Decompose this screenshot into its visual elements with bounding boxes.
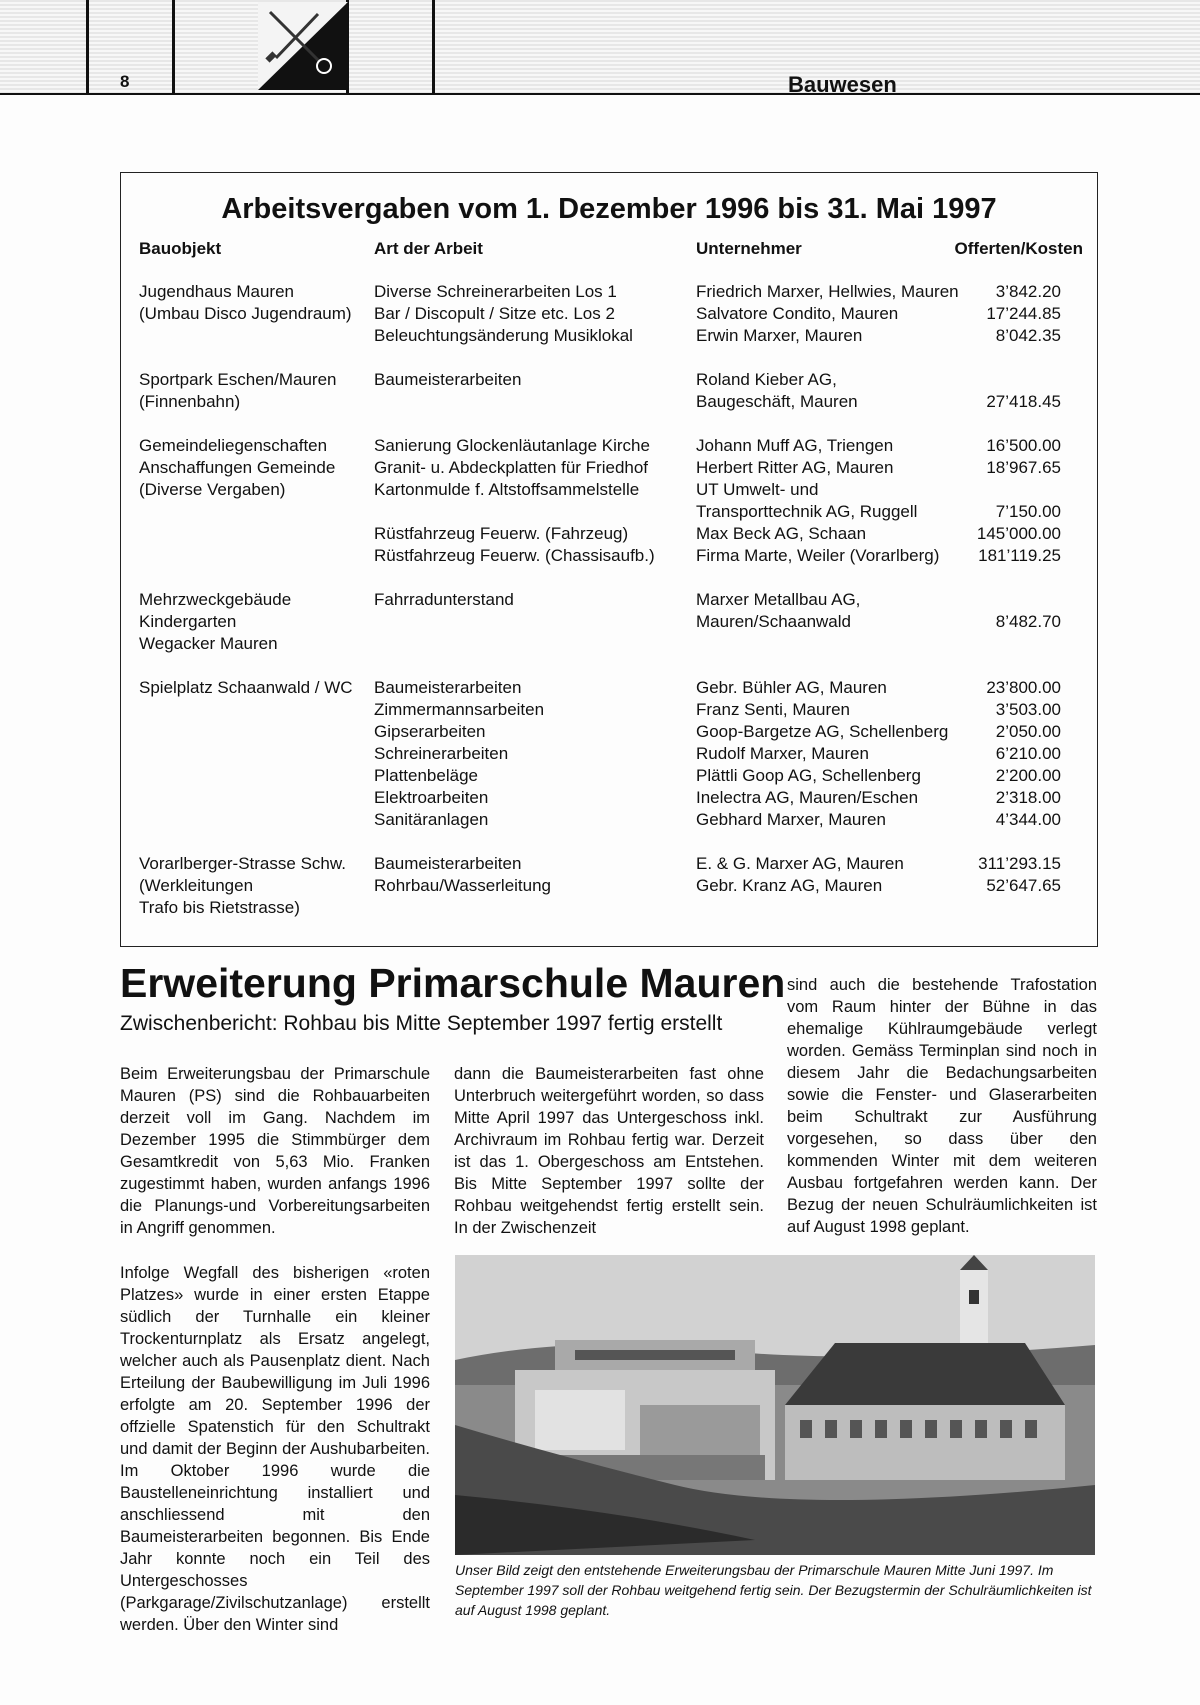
cell-unternehmer: Gebr. Kranz AG, Mauren bbox=[696, 876, 883, 895]
cell-kosten: 18’967.65 bbox=[986, 458, 1061, 477]
table-title: Arbeitsvergaben vom 1. Dezember 1996 bis 31. Mai 1997 bbox=[221, 193, 997, 225]
cell-art: Kartonmulde f. Altstoffsammelstelle bbox=[374, 480, 640, 499]
tools-crossed-icon bbox=[258, 2, 348, 90]
article-title: Erweiterung Primarschule Mauren bbox=[120, 960, 786, 1006]
cell-bauobjekt: Vorarlberger-Strasse Schw. bbox=[139, 854, 346, 873]
cell-art: Rüstfahrzeug Feuerw. (Chassisaufb.) bbox=[374, 546, 655, 565]
cell-kosten: 16’500.00 bbox=[986, 436, 1061, 455]
cell-kosten: 2’200.00 bbox=[995, 766, 1061, 785]
header-divider bbox=[0, 93, 1200, 95]
cell-art: Plattenbeläge bbox=[374, 766, 478, 785]
cell-bauobjekt: Sportpark Eschen/Mauren bbox=[139, 370, 337, 389]
header-band bbox=[0, 0, 1200, 95]
header-rule-4 bbox=[432, 0, 435, 95]
cell-kosten: 27’418.45 bbox=[986, 392, 1061, 411]
cell-art: Rüstfahrzeug Feuerw. (Fahrzeug) bbox=[374, 524, 629, 543]
cell-unternehmer: Erwin Marxer, Mauren bbox=[696, 326, 863, 345]
cell-kosten: 4’344.00 bbox=[995, 810, 1061, 829]
cell-unternehmer: E. & G. Marxer AG, Mauren bbox=[696, 854, 904, 873]
cell-bauobjekt: (Werkleitungen bbox=[139, 876, 254, 895]
construction-photo-illustration bbox=[455, 1255, 1095, 1555]
cell-unternehmer: Max Beck AG, Schaan bbox=[696, 524, 867, 543]
cell-unternehmer: Gebr. Bühler AG, Mauren bbox=[696, 678, 887, 697]
cell-kosten: 3’503.00 bbox=[995, 700, 1061, 719]
cell-bauobjekt: Jugendhaus Mauren bbox=[139, 282, 295, 301]
cell-art: Zimmermannsarbeiten bbox=[374, 700, 545, 719]
cell-art: Schreinerarbeiten bbox=[374, 744, 509, 763]
cell-unternehmer: Transporttechnik AG, Ruggell bbox=[696, 502, 918, 521]
cell-kosten: 52’647.65 bbox=[986, 876, 1061, 895]
cell-art: Baumeisterarbeiten bbox=[374, 678, 522, 697]
cell-unternehmer: Herbert Ritter AG, Mauren bbox=[696, 458, 894, 477]
article-paragraph-2: Infolge Wegfall des bisherigen «roten Platzes» wurde in einer ersten Etappe südlich der Turnhalle ein kleiner Trockenturnplatz als Ersatz angelegt, welcher auch als Pausenplatz dient. Nach Erteilung der Baubewilligung im Juli 1996 erfolgte am 20. September 1996 der offzielle Spatenstich für den Schultrakt und damit der Beginn der Aushubarbeiten. Im Oktober 1996 wurde die Baustelleneinrichtung installiert und anschliessend mit den Baumeisterarbeiten begonnen. Bis Ende Jahr konnte noch ein Teil des Untergeschosses (Parkgarage/Zivilschutzanlage) erstellt werden. Über den Winter sind bbox=[120, 1264, 430, 1634]
cell-unternehmer: Firma Marte, Weiler (Vorarlberg) bbox=[696, 546, 940, 565]
cell-art: Baumeisterarbeiten bbox=[374, 854, 522, 873]
cell-unternehmer: Mauren/Schaanwald bbox=[696, 612, 851, 631]
cell-bauobjekt: Gemeindeliegenschaften bbox=[139, 436, 328, 455]
cell-art: Bar / Discopult / Sitze etc. Los 2 bbox=[374, 304, 615, 323]
cell-unternehmer: Gebhard Marxer, Mauren bbox=[696, 810, 886, 829]
cell-unternehmer: Rudolf Marxer, Mauren bbox=[696, 744, 869, 763]
cell-unternehmer: Plättli Goop AG, Schellenberg bbox=[696, 766, 921, 785]
cell-kosten: 7’150.00 bbox=[995, 502, 1061, 521]
cell-art: Gipserarbeiten bbox=[374, 722, 486, 741]
cell-bauobjekt: (Finnenbahn) bbox=[139, 392, 241, 411]
cell-unternehmer: Inelectra AG, Mauren/Eschen bbox=[696, 788, 919, 807]
cell-art: Elektroarbeiten bbox=[374, 788, 489, 807]
column-header-bauobjekt: Bauobjekt bbox=[139, 239, 222, 258]
cell-unternehmer: Marxer Metallbau AG, bbox=[696, 590, 861, 609]
cell-unternehmer: Friedrich Marxer, Hellwies, Mauren bbox=[696, 282, 959, 301]
cell-kosten: 311’293.15 bbox=[978, 854, 1061, 873]
page-number: 8 bbox=[120, 72, 130, 91]
cell-kosten: 2’318.00 bbox=[995, 788, 1061, 807]
cell-kosten: 3’842.20 bbox=[995, 282, 1061, 301]
article-paragraph-1: Beim Erweiterungsbau der Primarschule Mauren (PS) sind die Rohbauarbeiten derzeit voll im Gang. Nachdem im Dezember 1995 die Stimmbürger dem Gesamtkredit von 5,63 Mio. Franken zugestimmt haben, wurden anfangs 1996 die Planungs-und Vorbereitungsarbeiten in Angriff genommen. bbox=[120, 1065, 430, 1237]
header-rule-2 bbox=[172, 0, 175, 95]
cell-art: Fahrradunterstand bbox=[374, 590, 514, 609]
header-rule-1 bbox=[86, 0, 89, 95]
contracts-table-box bbox=[120, 172, 1098, 947]
cell-kosten: 6’210.00 bbox=[995, 744, 1061, 763]
cell-bauobjekt: Wegacker Mauren bbox=[139, 634, 278, 653]
cell-kosten: 145’000.00 bbox=[976, 524, 1061, 543]
cell-bauobjekt: Anschaffungen Gemeinde bbox=[139, 458, 336, 477]
cell-art: Rohrbau/Wasserleitung bbox=[374, 876, 552, 895]
cell-unternehmer: UT Umwelt- und bbox=[696, 480, 819, 499]
photo-caption: Unser Bild zeigt den entstehende Erweiterungsbau der Primarschule Mauren Mitte Juni 1997. Im September 1997 soll der Rohbau weitgehend fertig sein. Der Bezugstermin der Schulräumlichkeiten ist auf August 1998 geplant. bbox=[455, 1562, 1092, 1618]
cell-unternehmer: Johann Muff AG, Triengen bbox=[696, 436, 894, 455]
cell-unternehmer: Roland Kieber AG, bbox=[696, 370, 837, 389]
cell-kosten: 181’119.25 bbox=[978, 546, 1061, 565]
cell-art: Sanierung Glockenläutanlage Kirche bbox=[374, 436, 650, 455]
column-header-art: Art der Arbeit bbox=[374, 239, 483, 258]
cell-unternehmer: Baugeschäft, Mauren bbox=[696, 392, 858, 411]
cell-art: Diverse Schreinerarbeiten Los 1 bbox=[374, 282, 617, 301]
cell-bauobjekt: Spielplatz Schaanwald / WC bbox=[139, 678, 353, 697]
cell-bauobjekt: Trafo bis Rietstrasse) bbox=[139, 898, 300, 917]
cell-unternehmer: Salvatore Condito, Mauren bbox=[696, 304, 899, 323]
article-paragraph-3: dann die Baumeisterarbeiten fast ohne Unterbruch weitergeführt worden, so dass Mitte April 1997 das Untergeschoss inkl. Archivraum im Rohbau fertig war. Derzeit ist das 1. Obergeschoss am Entstehen. Bis Mitte September 1997 sollte der Rohbau weitgehendst fertig erstellt sein. In der Zwischenzeit bbox=[454, 1065, 764, 1237]
cell-unternehmer: Goop-Bargetze AG, Schellenberg bbox=[696, 722, 949, 741]
cell-art: Sanitäranlagen bbox=[374, 810, 489, 829]
construction-photo bbox=[455, 1255, 1095, 1555]
cell-kosten: 8’482.70 bbox=[995, 612, 1061, 631]
cell-bauobjekt: Mehrzweckgebäude bbox=[139, 590, 292, 609]
column-header-kosten: Offerten/Kosten bbox=[954, 239, 1083, 258]
cell-art: Baumeisterarbeiten bbox=[374, 370, 522, 389]
cell-bauobjekt: (Umbau Disco Jugendraum) bbox=[139, 304, 352, 323]
cell-art: Beleuchtungsänderung Musiklokal bbox=[374, 326, 633, 345]
cell-bauobjekt: (Diverse Vergaben) bbox=[139, 480, 286, 499]
article-subtitle: Zwischenbericht: Rohbau bis Mitte September 1997 fertig erstellt bbox=[120, 1012, 723, 1035]
cell-kosten: 23’800.00 bbox=[986, 678, 1061, 697]
article-paragraph-4: sind auch die bestehende Trafostation vom Raum hinter der Bühne in das ehemalige Kühlraumgebäude verlegt worden. Gemäss Terminplan sind noch in diesem Jahr die Bedachungsarbeiten sowie die Fenster- und Glaserarbeiten beim Schultrakt zur Ausführung vorgesehen, so dass über den kommenden Winter mit dem weiteren Ausbau fortgefahren werden kann. Der Bezug der neuen Schulräumlichkeiten ist auf August 1998 geplant. bbox=[787, 976, 1097, 1236]
section-title: Bauwesen bbox=[788, 72, 897, 97]
cell-bauobjekt: Kindergarten bbox=[139, 612, 237, 631]
cell-art: Granit- u. Abdeckplatten für Friedhof bbox=[374, 458, 649, 477]
cell-kosten: 8’042.35 bbox=[995, 326, 1061, 345]
cell-kosten: 2’050.00 bbox=[995, 722, 1061, 741]
column-header-unternehmer: Unternehmer bbox=[696, 239, 802, 258]
cell-unternehmer: Franz Senti, Mauren bbox=[696, 700, 851, 719]
cell-kosten: 17’244.85 bbox=[986, 304, 1061, 323]
